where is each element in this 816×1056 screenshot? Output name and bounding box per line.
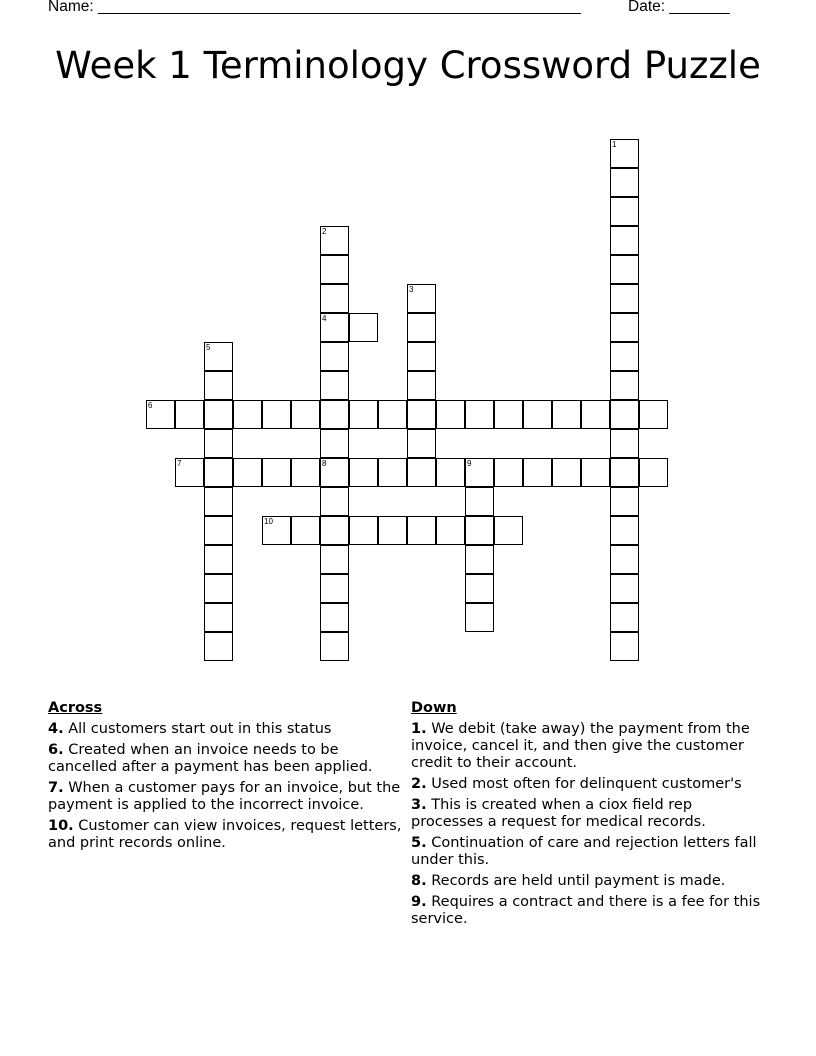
crossword-cell[interactable] xyxy=(320,226,349,255)
crossword-cell[interactable] xyxy=(610,458,639,487)
crossword-cell[interactable] xyxy=(407,313,436,342)
clue-number: 5. xyxy=(411,835,427,851)
crossword-cell[interactable] xyxy=(610,429,639,458)
crossword-cell[interactable] xyxy=(204,545,233,574)
cell-number: 6 xyxy=(148,401,153,410)
crossword-cell[interactable] xyxy=(291,400,320,429)
crossword-cell[interactable] xyxy=(204,574,233,603)
crossword-cell[interactable] xyxy=(610,197,639,226)
clue-number: 6. xyxy=(48,742,64,758)
clue-number: 7. xyxy=(48,780,64,796)
crossword-cell[interactable] xyxy=(175,400,204,429)
crossword-cell[interactable] xyxy=(320,429,349,458)
crossword-cell[interactable] xyxy=(320,632,349,661)
down-clues xyxy=(411,700,761,932)
crossword-cell[interactable] xyxy=(610,632,639,661)
crossword-cell[interactable] xyxy=(523,400,552,429)
clue-text: Used most often for delinquent customer's xyxy=(426,776,742,792)
crossword-cell[interactable] xyxy=(552,458,581,487)
crossword-cell[interactable] xyxy=(465,487,494,516)
crossword-cell[interactable] xyxy=(291,516,320,545)
cell-number: 2 xyxy=(322,227,327,236)
crossword-cell[interactable] xyxy=(494,458,523,487)
crossword-cell[interactable] xyxy=(610,313,639,342)
crossword-cell[interactable] xyxy=(349,458,378,487)
crossword-cell[interactable] xyxy=(610,371,639,400)
clue-down-5 xyxy=(411,835,761,869)
clue-text: All customers start out in this status xyxy=(63,721,332,737)
crossword-cell[interactable] xyxy=(320,545,349,574)
crossword-cell[interactable] xyxy=(262,516,291,545)
crossword-cell[interactable] xyxy=(610,603,639,632)
crossword-cell[interactable] xyxy=(494,400,523,429)
crossword-cell[interactable] xyxy=(378,458,407,487)
cell-number: 5 xyxy=(206,343,211,352)
crossword-cell[interactable] xyxy=(349,516,378,545)
clue-number: 9. xyxy=(411,894,427,910)
crossword-cell[interactable] xyxy=(407,342,436,371)
crossword-cell[interactable] xyxy=(610,255,639,284)
crossword-cell[interactable] xyxy=(175,458,204,487)
crossword-cell[interactable] xyxy=(204,371,233,400)
crossword-cell[interactable] xyxy=(610,342,639,371)
crossword-cell[interactable] xyxy=(320,400,349,429)
crossword-cell[interactable] xyxy=(494,516,523,545)
crossword-cell[interactable] xyxy=(407,458,436,487)
crossword-cell[interactable] xyxy=(610,139,639,168)
crossword-cell[interactable] xyxy=(552,400,581,429)
clue-number: 2. xyxy=(411,776,427,792)
clue-down-2 xyxy=(411,776,761,793)
crossword-cell[interactable] xyxy=(349,313,378,342)
clue-across-10 xyxy=(48,818,403,852)
crossword-cell[interactable] xyxy=(204,603,233,632)
clue-across-4 xyxy=(48,721,403,738)
crossword-cell[interactable] xyxy=(581,400,610,429)
cell-number: 4 xyxy=(322,314,327,323)
crossword-cell[interactable] xyxy=(407,400,436,429)
crossword-cell[interactable] xyxy=(465,458,494,487)
crossword-cell[interactable] xyxy=(610,516,639,545)
crossword-cell[interactable] xyxy=(204,400,233,429)
crossword-cell[interactable] xyxy=(407,371,436,400)
crossword-cell[interactable] xyxy=(581,458,610,487)
crossword-cell[interactable] xyxy=(523,458,552,487)
across-clues xyxy=(48,700,403,856)
clue-down-9 xyxy=(411,894,761,928)
crossword-cell[interactable] xyxy=(436,458,465,487)
cell-number: 1 xyxy=(612,140,617,149)
crossword-cell[interactable] xyxy=(465,574,494,603)
clue-text: Created when an invoice needs to be cancelled after a payment has been applied. xyxy=(48,742,373,775)
clue-number: 8. xyxy=(411,873,427,889)
name-field[interactable]: Name: ________________________________________________________ xyxy=(48,0,581,15)
page-title: Week 1 Terminology Crossword Puzzle xyxy=(55,44,761,87)
crossword-cell[interactable] xyxy=(465,400,494,429)
cell-number: 7 xyxy=(177,459,182,468)
crossword-cell[interactable] xyxy=(320,458,349,487)
crossword-cell[interactable] xyxy=(610,400,639,429)
cell-number: 9 xyxy=(467,459,472,468)
crossword-cell[interactable] xyxy=(610,226,639,255)
clue-text: Customer can view invoices, request letters, and print records online. xyxy=(48,818,402,851)
clue-text: Records are held until payment is made. xyxy=(426,873,726,889)
crossword-cell[interactable] xyxy=(320,603,349,632)
crossword-cell[interactable] xyxy=(320,284,349,313)
crossword-cell[interactable] xyxy=(407,516,436,545)
cell-number: 10 xyxy=(264,517,273,526)
crossword-cell[interactable] xyxy=(204,458,233,487)
crossword-cell[interactable] xyxy=(204,516,233,545)
crossword-cell[interactable] xyxy=(378,400,407,429)
crossword-cell[interactable] xyxy=(204,429,233,458)
clue-text: We debit (take away) the payment from the invoice, cancel it, and then give the customer credit to their account. xyxy=(411,721,750,771)
crossword-cell[interactable] xyxy=(436,516,465,545)
crossword-cell[interactable] xyxy=(639,458,668,487)
clue-number: 1. xyxy=(411,721,427,737)
across-heading: Across xyxy=(48,700,103,716)
crossword-cell[interactable] xyxy=(378,516,407,545)
clue-down-3 xyxy=(411,797,761,831)
crossword-cell[interactable] xyxy=(610,545,639,574)
clue-text: This is created when a ciox field rep processes a request for medical records. xyxy=(411,797,706,830)
crossword-cell[interactable] xyxy=(320,313,349,342)
down-heading: Down xyxy=(411,700,457,716)
clue-down-8 xyxy=(411,873,761,890)
crossword-cell[interactable] xyxy=(320,574,349,603)
crossword-cell[interactable] xyxy=(436,400,465,429)
clue-text: Requires a contract and there is a fee for this service. xyxy=(411,894,761,927)
date-field[interactable]: Date: _______ xyxy=(628,0,730,15)
crossword-cell[interactable] xyxy=(610,284,639,313)
crossword-cell[interactable] xyxy=(233,458,262,487)
crossword-cell[interactable] xyxy=(465,603,494,632)
crossword-cell[interactable] xyxy=(146,400,175,429)
crossword-cell[interactable] xyxy=(320,255,349,284)
cell-number: 8 xyxy=(322,459,327,468)
crossword-cell[interactable] xyxy=(262,458,291,487)
clue-number: 10. xyxy=(48,818,74,834)
clue-down-1 xyxy=(411,721,761,772)
crossword-cell[interactable] xyxy=(320,516,349,545)
crossword-cell[interactable] xyxy=(291,458,320,487)
crossword-cell[interactable] xyxy=(610,574,639,603)
crossword-cell[interactable] xyxy=(204,342,233,371)
crossword-cell[interactable] xyxy=(320,342,349,371)
crossword-cell[interactable] xyxy=(610,168,639,197)
crossword-cell[interactable] xyxy=(407,429,436,458)
crossword-cell[interactable] xyxy=(407,284,436,313)
crossword-cell[interactable] xyxy=(349,400,378,429)
crossword-cell[interactable] xyxy=(320,487,349,516)
crossword-cell[interactable] xyxy=(320,371,349,400)
crossword-cell[interactable] xyxy=(204,487,233,516)
crossword-cell[interactable] xyxy=(262,400,291,429)
clue-across-6 xyxy=(48,742,403,776)
crossword-cell[interactable] xyxy=(610,487,639,516)
cell-number: 3 xyxy=(409,285,414,294)
clue-text: When a customer pays for an invoice, but the payment is applied to the incorrect invoice. xyxy=(48,780,401,813)
crossword-cell[interactable] xyxy=(204,632,233,661)
clue-number: 4. xyxy=(48,721,64,737)
clue-number: 3. xyxy=(411,797,427,813)
clue-across-7 xyxy=(48,780,403,814)
crossword-cell[interactable] xyxy=(233,400,262,429)
clue-text: Continuation of care and rejection letters fall under this. xyxy=(411,835,757,868)
crossword-cell[interactable] xyxy=(465,545,494,574)
crossword-cell[interactable] xyxy=(639,400,668,429)
crossword-cell[interactable] xyxy=(465,516,494,545)
